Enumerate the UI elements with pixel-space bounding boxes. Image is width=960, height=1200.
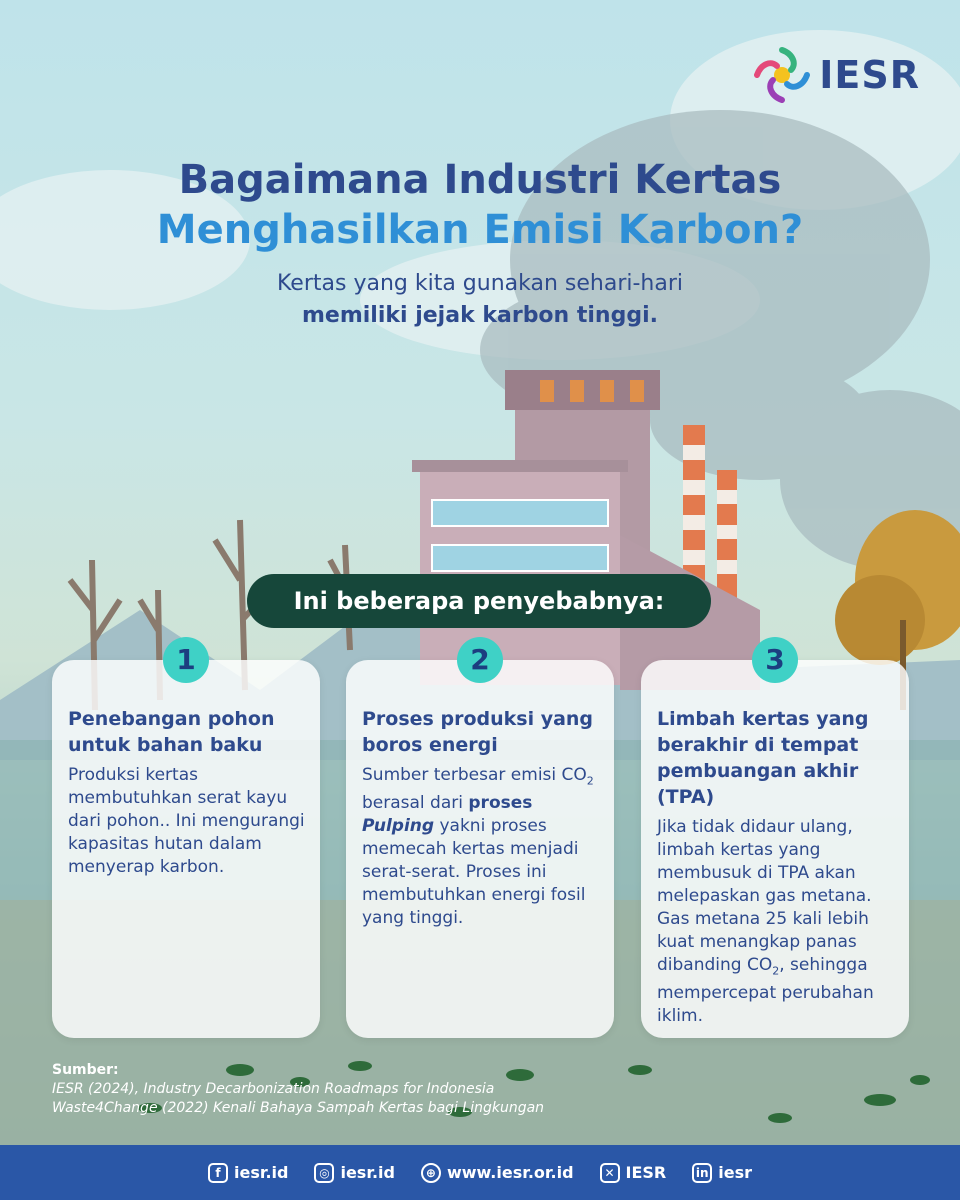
instagram-link[interactable] (314, 1163, 394, 1183)
page-title-line2: Menghasilkan Emisi Karbon? (156, 207, 804, 253)
x-icon: ✕ (600, 1163, 620, 1183)
bold-text: proses (468, 793, 533, 814)
linkedin-icon: in (692, 1163, 712, 1183)
body-text: Sumber terbesar emisi CO (362, 765, 587, 785)
cause-card-body: Produksi kertas membutuhkan serat kayu dari pohon.. Ini mengurangi kapasitas hutan dalam menyerap karbon. (68, 765, 305, 877)
facebook-handle: iesr.id (233, 1163, 289, 1182)
subscript: 2 (772, 964, 780, 978)
source-item: IESR (2024), Industry Decarbonization Roadmaps for Indonesia (52, 1081, 495, 1097)
sources (52, 1061, 544, 1118)
globe-icon: ⊕ (421, 1163, 441, 1183)
body-text: , sehingga mempercepat perubahan iklim. (657, 955, 874, 1027)
sources-heading: Sumber: (52, 1062, 119, 1078)
source-item: Waste4Change (2022) Kenali Bahaya Sampah Kertas bagi Lingkungan (52, 1100, 545, 1116)
x-link[interactable] (600, 1163, 667, 1183)
cause-card-body (657, 816, 901, 1028)
cause-card-2 (346, 660, 614, 1038)
instagram-icon: ◎ (314, 1163, 334, 1183)
cause-number-badge: 1 (163, 637, 209, 683)
x-handle: IESR (625, 1163, 667, 1182)
subtitle-line2: memiliki jejak karbon tinggi. (302, 303, 658, 328)
linkedin-link[interactable] (692, 1163, 752, 1183)
body-text: berasal dari (362, 793, 469, 814)
body-text: yakni proses memecah kertas menjadi serat-serat. Proses ini membutuhkan energi fosil yang tinggi. (362, 816, 586, 929)
logo-text: IESR (819, 53, 920, 97)
page-title-line1: Bagaimana Industri Kertas (178, 157, 782, 203)
logo-mark-icon (753, 46, 811, 104)
cause-card-title: Proses produksi yang boros energi (362, 708, 594, 756)
website-link[interactable] (421, 1163, 574, 1183)
cause-card-1 (52, 660, 320, 1038)
bold-italic-text: Pulping (362, 816, 435, 837)
instagram-handle: iesr.id (340, 1163, 395, 1182)
cause-number-badge: 3 (752, 637, 798, 683)
website-url: www.iesr.or.id (446, 1163, 574, 1182)
cause-card-body (362, 764, 606, 930)
social-footer (0, 1145, 960, 1200)
linkedin-handle: iesr (718, 1163, 752, 1182)
causes-label: Ini beberapa penyebabnya: (247, 574, 711, 628)
subscript: 2 (586, 774, 594, 788)
cause-card-3 (641, 660, 909, 1038)
facebook-icon: f (208, 1163, 228, 1183)
cause-card-title: Penebangan pohon untuk bahan baku (68, 708, 275, 756)
facebook-link[interactable] (208, 1163, 288, 1183)
iesr-logo (753, 46, 920, 104)
cause-card-title: Limbah kertas yang berakhir di tempat pembuangan akhir (TPA) (657, 708, 869, 808)
cause-number-badge: 2 (457, 637, 503, 683)
subtitle-line1: Kertas yang kita gunakan sehari-hari (276, 271, 684, 296)
body-text: Jika tidak didaur ulang, limbah kertas yang membusuk di TPA akan melepaskan gas metana. Gas metana 25 kali lebih kuat menangkap panas dibanding CO (657, 817, 872, 975)
